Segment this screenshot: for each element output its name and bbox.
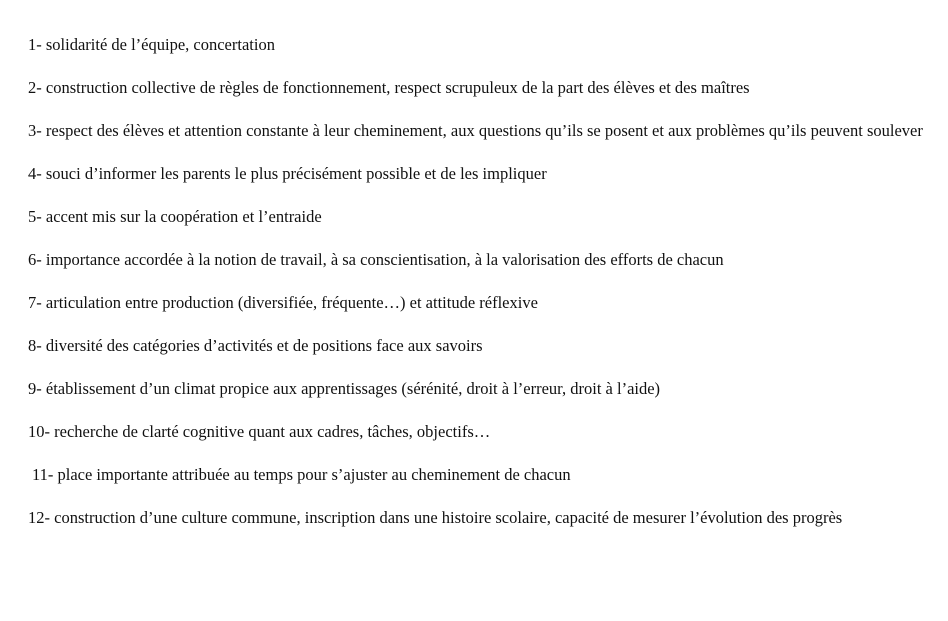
list-item-10: 10- recherche de clarté cognitive quant aux cadres, tâches, objectifs… [28,422,491,441]
list-item-11: 11- place importante attribuée au temps pour s’ajuster au cheminement de chacun [32,465,571,484]
list-item-9: 9- établissement d’un climat propice aux apprentissages (sérénité, droit à l’erreur, droit à l’aide) [28,379,661,398]
list-item-7: 7- articulation entre production (diversifiée, fréquente…) et attitude réflexive [28,293,538,312]
list-item-1: 1- solidarité de l’équipe, concertation [28,35,275,54]
list-item-8: 8- diversité des catégories d’activités et de positions face aux savoirs [28,336,483,355]
list-item-4: 4- souci d’informer les parents le plus précisément possible et de les impliquer [28,164,547,183]
list-item-2: 2- construction collective de règles de fonctionnement, respect scrupuleux de la part des élèves et des maîtres [28,78,750,97]
list-item-3: 3- respect des élèves et attention constante à leur cheminement, aux questions qu’ils se posent et aux problèmes qu’ils peuvent soulever [28,121,923,140]
list-item-6: 6- importance accordée à la notion de travail, à sa conscientisation, à la valorisation des efforts de chacun [28,250,724,269]
list-item-12: 12- construction d’une culture commune, inscription dans une histoire scolaire, capacité de mesurer l’évolution des progrès [28,508,843,527]
list-item-5: 5- accent mis sur la coopération et l’entraide [28,207,322,226]
document-body [28,35,928,551]
